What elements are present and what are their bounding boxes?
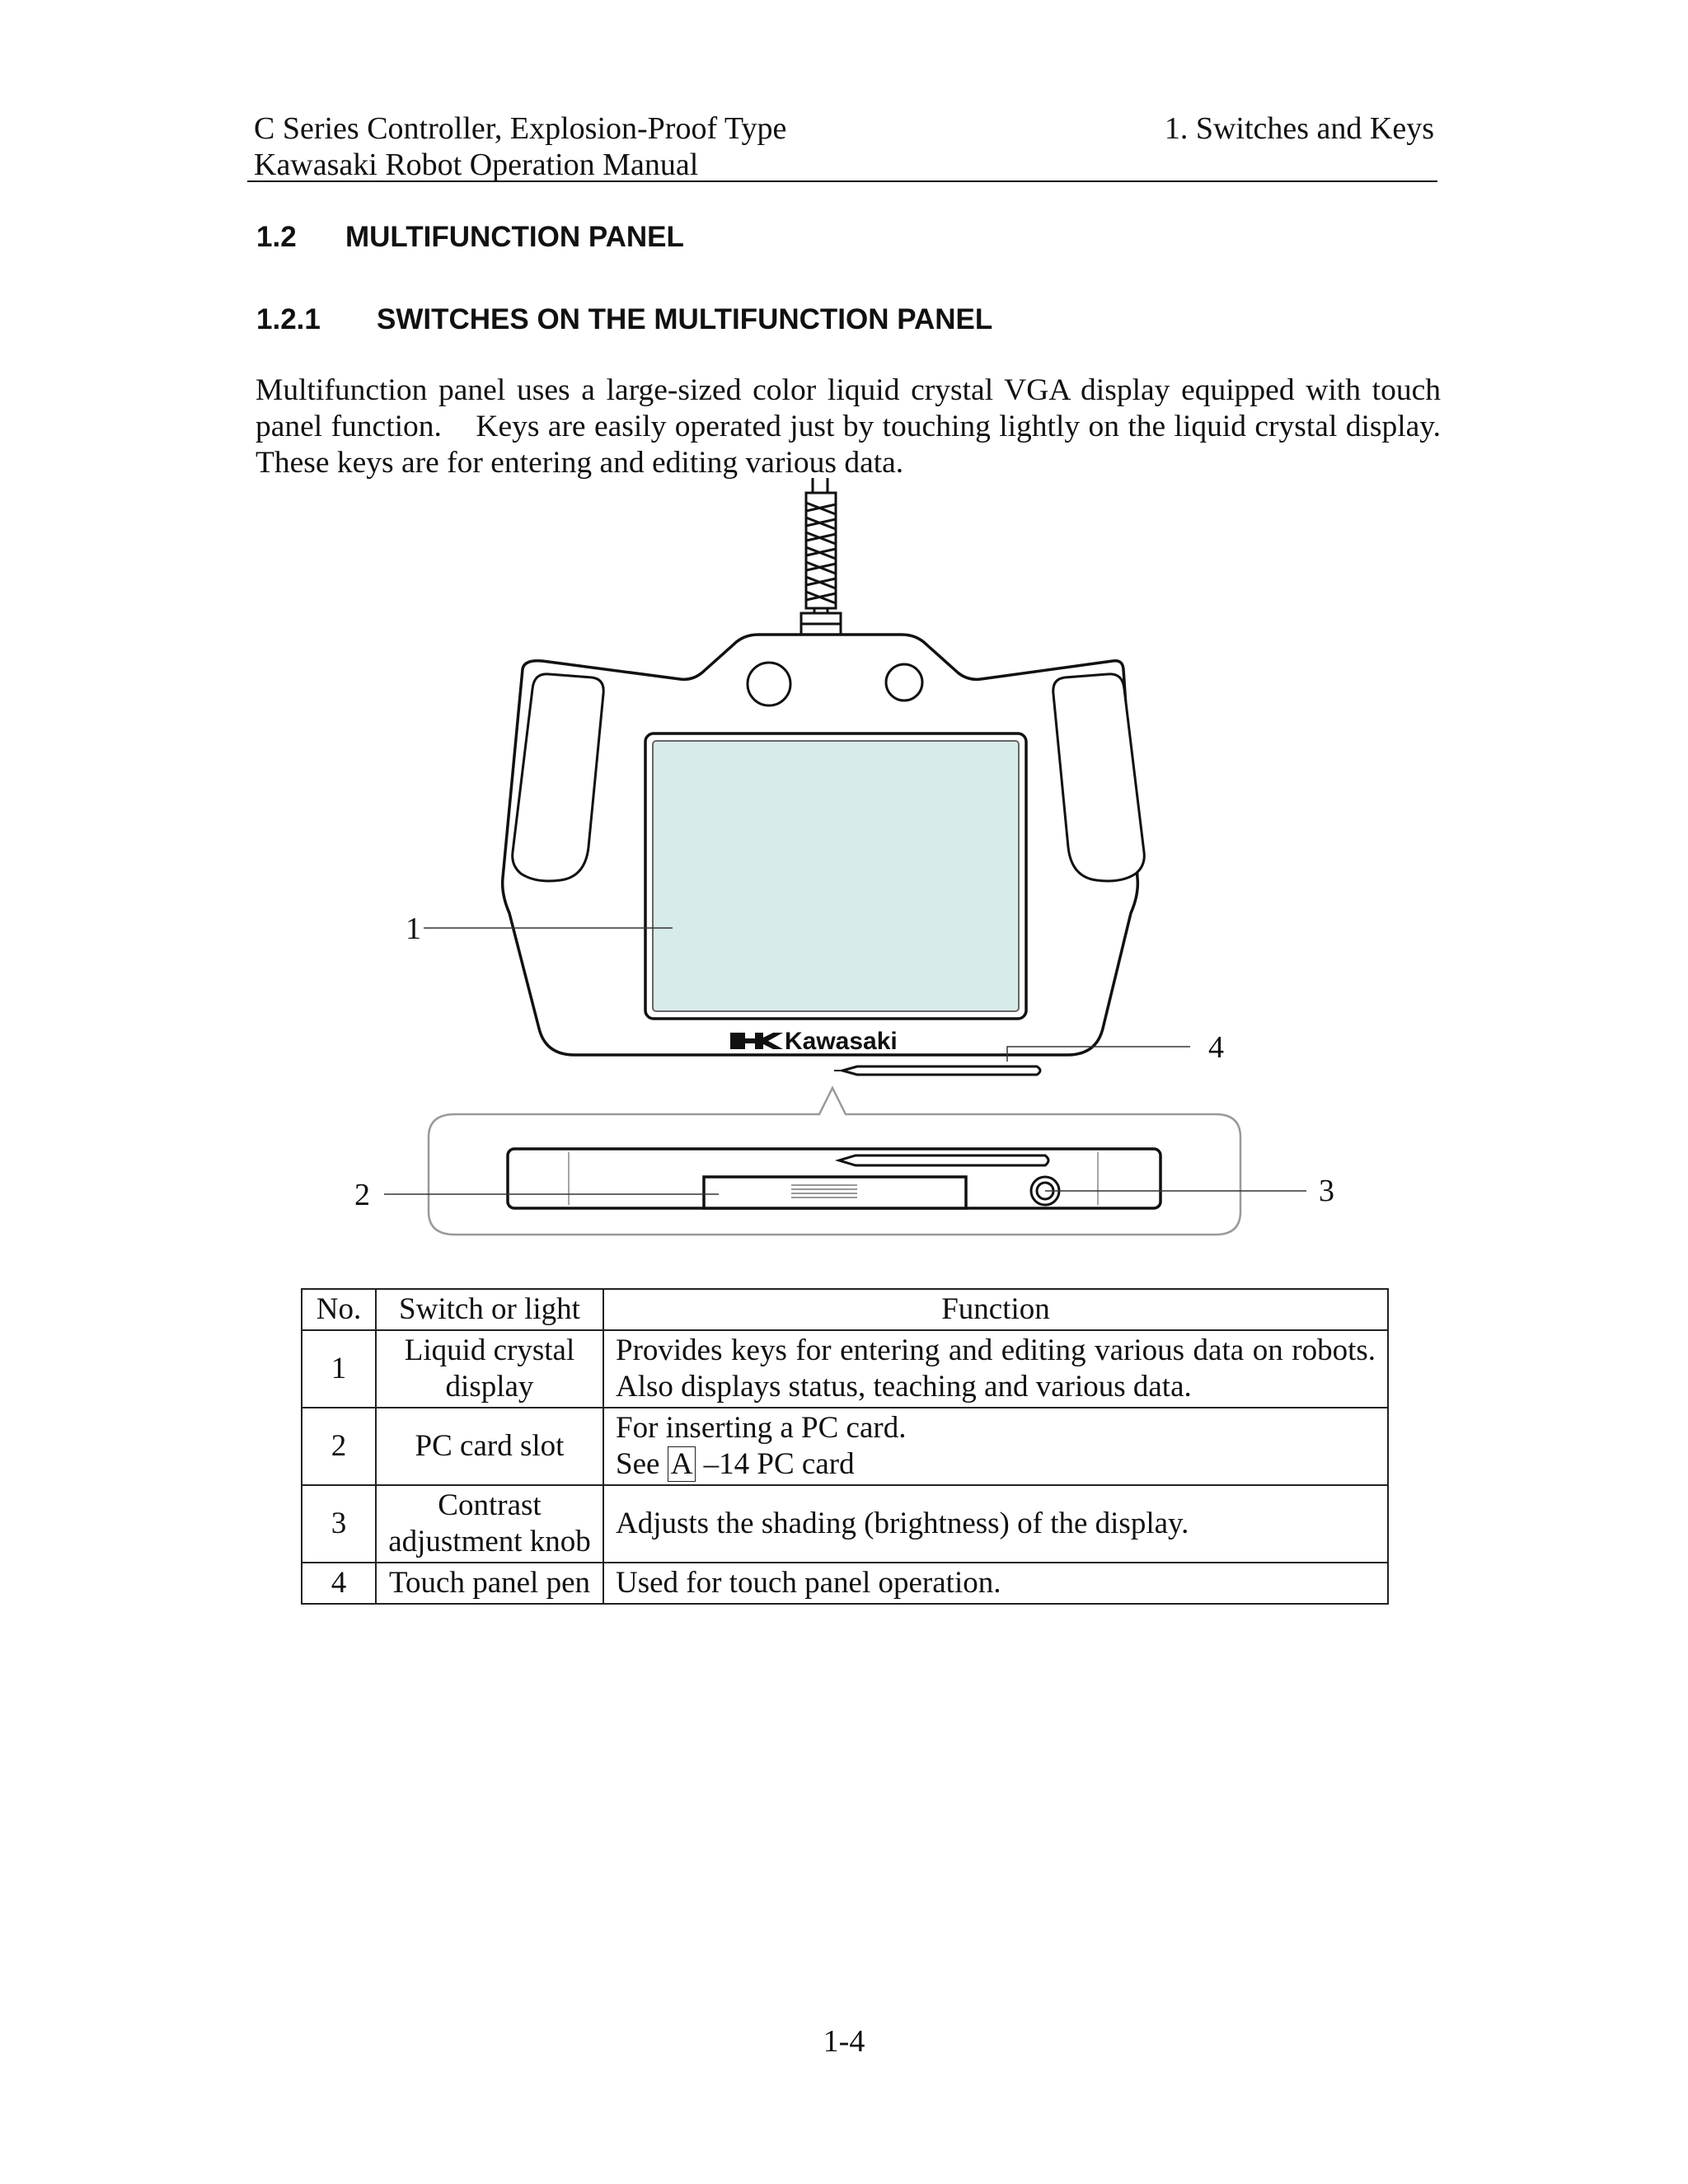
running-header-left (254, 110, 786, 183)
page-number: 1-4 (823, 2024, 865, 2059)
header-document-title: C Series Controller, Explosion-Proof Type (254, 111, 787, 146)
callout-4: 4 (1208, 1030, 1224, 1065)
callout-2: 2 (354, 1178, 370, 1212)
subsection-heading (256, 303, 992, 336)
kawasaki-logo-text: Kawasaki (785, 1028, 898, 1055)
header-chapter-title: 1. Switches and Keys (1164, 111, 1434, 146)
intro-sentence-3: These keys are for entering and editing various data. (256, 446, 904, 480)
intro-sentence-2: Keys are easily operated just by touching lightly on the liquid crystal display. (476, 410, 1441, 443)
section-number: 1.2 (256, 221, 297, 253)
row-switch-name: Touch panel pen (376, 1563, 603, 1604)
emergency-button-right (886, 664, 922, 701)
panel-illustration (330, 478, 1352, 1253)
row-number: 2 (302, 1408, 376, 1485)
table-row (302, 1330, 1388, 1408)
row-number: 4 (302, 1563, 376, 1604)
header-function: Function (603, 1289, 1388, 1330)
switch-function-table (301, 1288, 1389, 1605)
row-function-line: For inserting a PC card. (616, 1411, 907, 1445)
row-switch-name: Contrast adjustment knob (376, 1485, 603, 1563)
side-view-pen (839, 1155, 1048, 1165)
multifunction-panel-figure (330, 478, 1352, 1253)
callout-1: 1 (406, 912, 421, 946)
table-header-row (302, 1289, 1388, 1330)
row-switch-name: Liquid crystal display (376, 1330, 603, 1408)
section-heading (256, 221, 684, 254)
reference-box: A (668, 1446, 696, 1482)
header-rule (247, 180, 1437, 182)
subsection-title: SWITCHES ON THE MULTIFUNCTION PANEL (377, 303, 993, 335)
row-number: 3 (302, 1485, 376, 1563)
cable (801, 478, 841, 635)
row-number: 1 (302, 1330, 376, 1408)
table-row (302, 1485, 1388, 1563)
section-title: MULTIFUNCTION PANEL (345, 221, 684, 253)
see-suffix: –14 PC card (696, 1447, 855, 1481)
row-function: Provides keys for entering and editing various data on robots. Also displays status, teaching and various data. (603, 1330, 1388, 1408)
intro-paragraph (256, 373, 1441, 481)
table-row (302, 1563, 1388, 1604)
touch-panel-pen (834, 1066, 1040, 1075)
liquid-crystal-display (653, 741, 1019, 1011)
table-row (302, 1408, 1388, 1485)
header-manual-title: Kawasaki Robot Operation Manual (254, 148, 699, 182)
header-switch: Switch or light (376, 1289, 603, 1330)
row-function: Used for touch panel operation. (603, 1563, 1388, 1604)
intro-text (256, 373, 1441, 481)
cross-reference (616, 1446, 1376, 1483)
row-function (603, 1408, 1388, 1485)
callout-3: 3 (1319, 1174, 1334, 1208)
intro-sentence-1: Multifunction panel uses a large-sized color liquid crystal VGA display equipped with touch panel function. (256, 373, 1441, 443)
pc-card-slot (704, 1177, 966, 1208)
see-prefix: See (616, 1447, 668, 1481)
header-no: No. (302, 1289, 376, 1330)
subsection-number: 1.2.1 (256, 303, 321, 335)
row-switch-name: PC card slot (376, 1408, 603, 1485)
row-function: Adjusts the shading (brightness) of the display. (603, 1485, 1388, 1563)
emergency-button-left (748, 663, 790, 705)
